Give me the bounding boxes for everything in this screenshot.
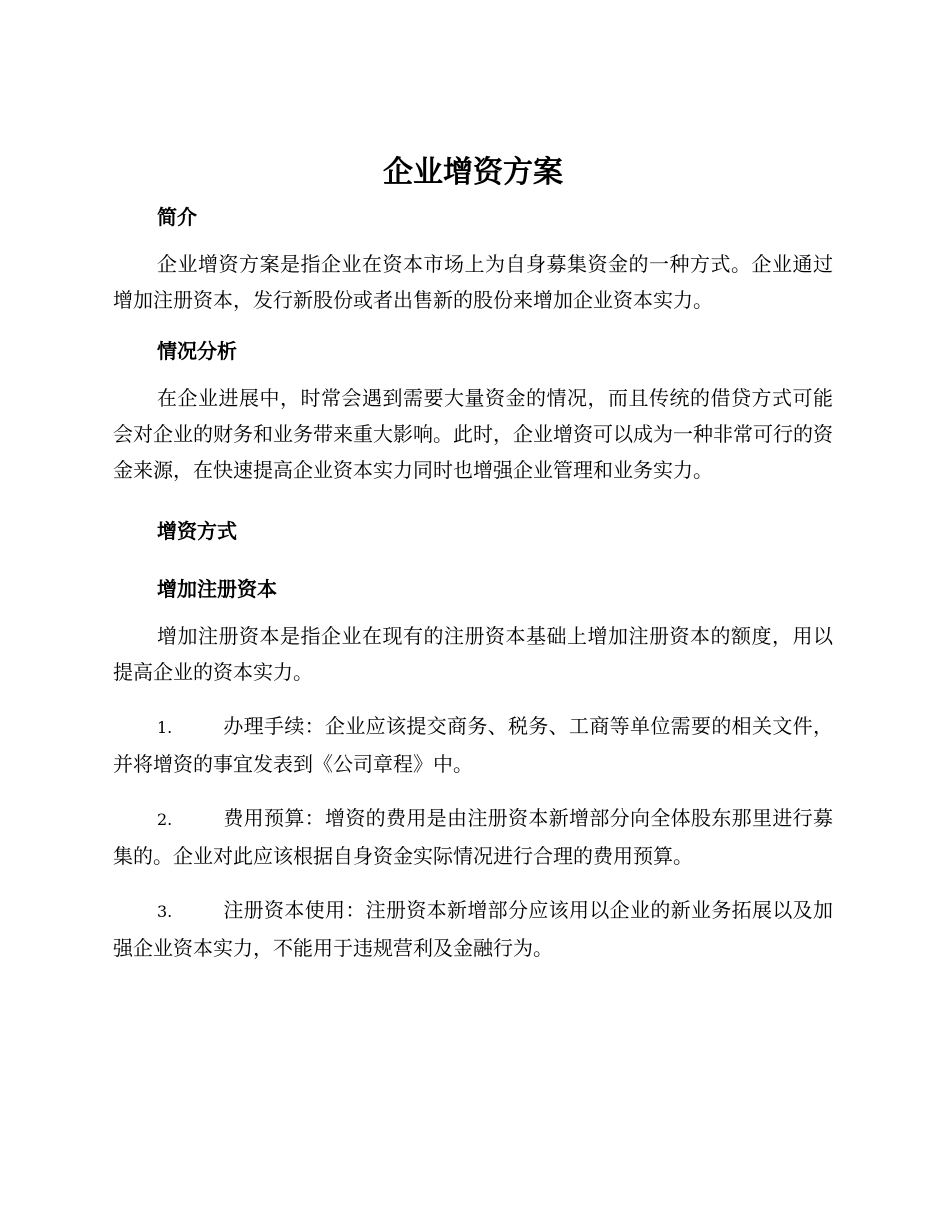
list-item-text: 办理手续：企业应该提交商务、税务、工商等单位需要的相关文件，并将增资的事宜发表到《公司章程》中。 — [113, 714, 833, 776]
paragraph-increase-registered-capital: 增加注册资本是指企业在现有的注册资本基础上增加注册资本的额度，用以提高企业的资本实力。 — [113, 624, 833, 684]
list-item — [113, 708, 833, 782]
document-page — [113, 152, 833, 966]
document-title: 企业增资方案 — [383, 155, 563, 190]
list-item-text: 注册资本使用：注册资本新增部分应该用以企业的新业务拓展以及加强企业资本实力，不能用于违规营利及金融行为。 — [113, 898, 833, 960]
paragraph-analysis: 在企业进展中，时常会遇到需要大量资金的情况，而且传统的借贷方式可能会对企业的财务和业务带来重大影响。此时，企业增资可以成为一种非常可行的资金来源，在快速提高企业资本实力同时也增强企业管理和业务实力。 — [113, 386, 833, 482]
heading-methods: 增资方式 — [157, 519, 237, 543]
subheading-increase-registered-capital: 增加注册资本 — [157, 577, 277, 601]
list-item-number: 2. — [157, 810, 173, 829]
list-item-number: 1. — [157, 718, 173, 737]
list-item-text: 费用预算：增资的费用是由注册资本新增部分向全体股东那里进行募集的。企业对此应该根据自身资金实际情况进行合理的费用预算。 — [113, 806, 833, 868]
list-item — [113, 800, 833, 874]
paragraph-intro: 企业增资方案是指企业在资本市场上为自身募集资金的一种方式。企业通过增加注册资本，发行新股份或者出售新的股份来增加企业资本实力。 — [113, 252, 833, 312]
heading-analysis: 情况分析 — [157, 339, 237, 363]
list-item — [113, 892, 833, 966]
heading-intro: 简介 — [157, 205, 197, 229]
list-item-number: 3. — [157, 902, 173, 921]
